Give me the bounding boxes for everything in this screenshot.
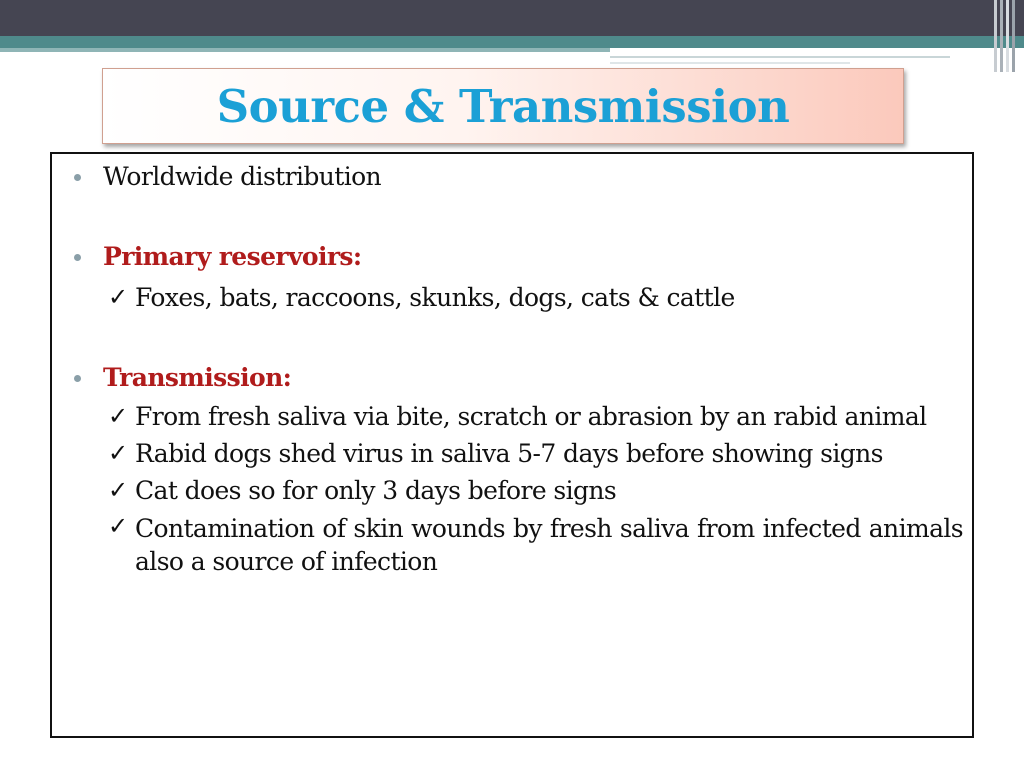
checkmark-icon: ✓ — [108, 512, 129, 540]
heading-primary-reservoirs: Primary reservoirs: — [103, 242, 362, 271]
transmission-item: Rabid dogs shed virus in saliva 5-7 days before showing signs — [135, 439, 883, 468]
transmission-item: From fresh saliva via bite, scratch or abrasion by an rabid animal — [135, 402, 927, 431]
title-box — [102, 68, 904, 144]
checkmark-icon: ✓ — [108, 283, 129, 311]
bullet-dot-icon — [74, 174, 81, 181]
bullet-dot-icon — [74, 375, 81, 382]
decorative-line-secondary — [610, 62, 850, 64]
reservoir-item: Foxes, bats, raccoons, skunks, dogs, cats & cattle — [135, 283, 735, 312]
top-header-bar — [0, 0, 1024, 36]
slide-title: Source & Transmission — [216, 79, 790, 133]
checkmark-icon: ✓ — [108, 476, 129, 504]
decorative-stripes — [994, 0, 1020, 72]
checkmark-icon: ✓ — [108, 439, 129, 467]
teal-accent-bar — [0, 36, 1024, 48]
transmission-item: Cat does so for only 3 days before signs — [135, 476, 617, 505]
transmission-item: Contamination of skin wounds by fresh saliva from infected animals also a source of infection — [135, 514, 963, 576]
bullet-worldwide: Worldwide distribution — [103, 162, 382, 191]
teal-accent-bar-light — [0, 48, 610, 52]
heading-transmission: Transmission: — [103, 363, 292, 392]
checkmark-icon: ✓ — [108, 402, 129, 430]
decorative-line — [610, 56, 950, 58]
bullet-dot-icon — [74, 254, 81, 261]
